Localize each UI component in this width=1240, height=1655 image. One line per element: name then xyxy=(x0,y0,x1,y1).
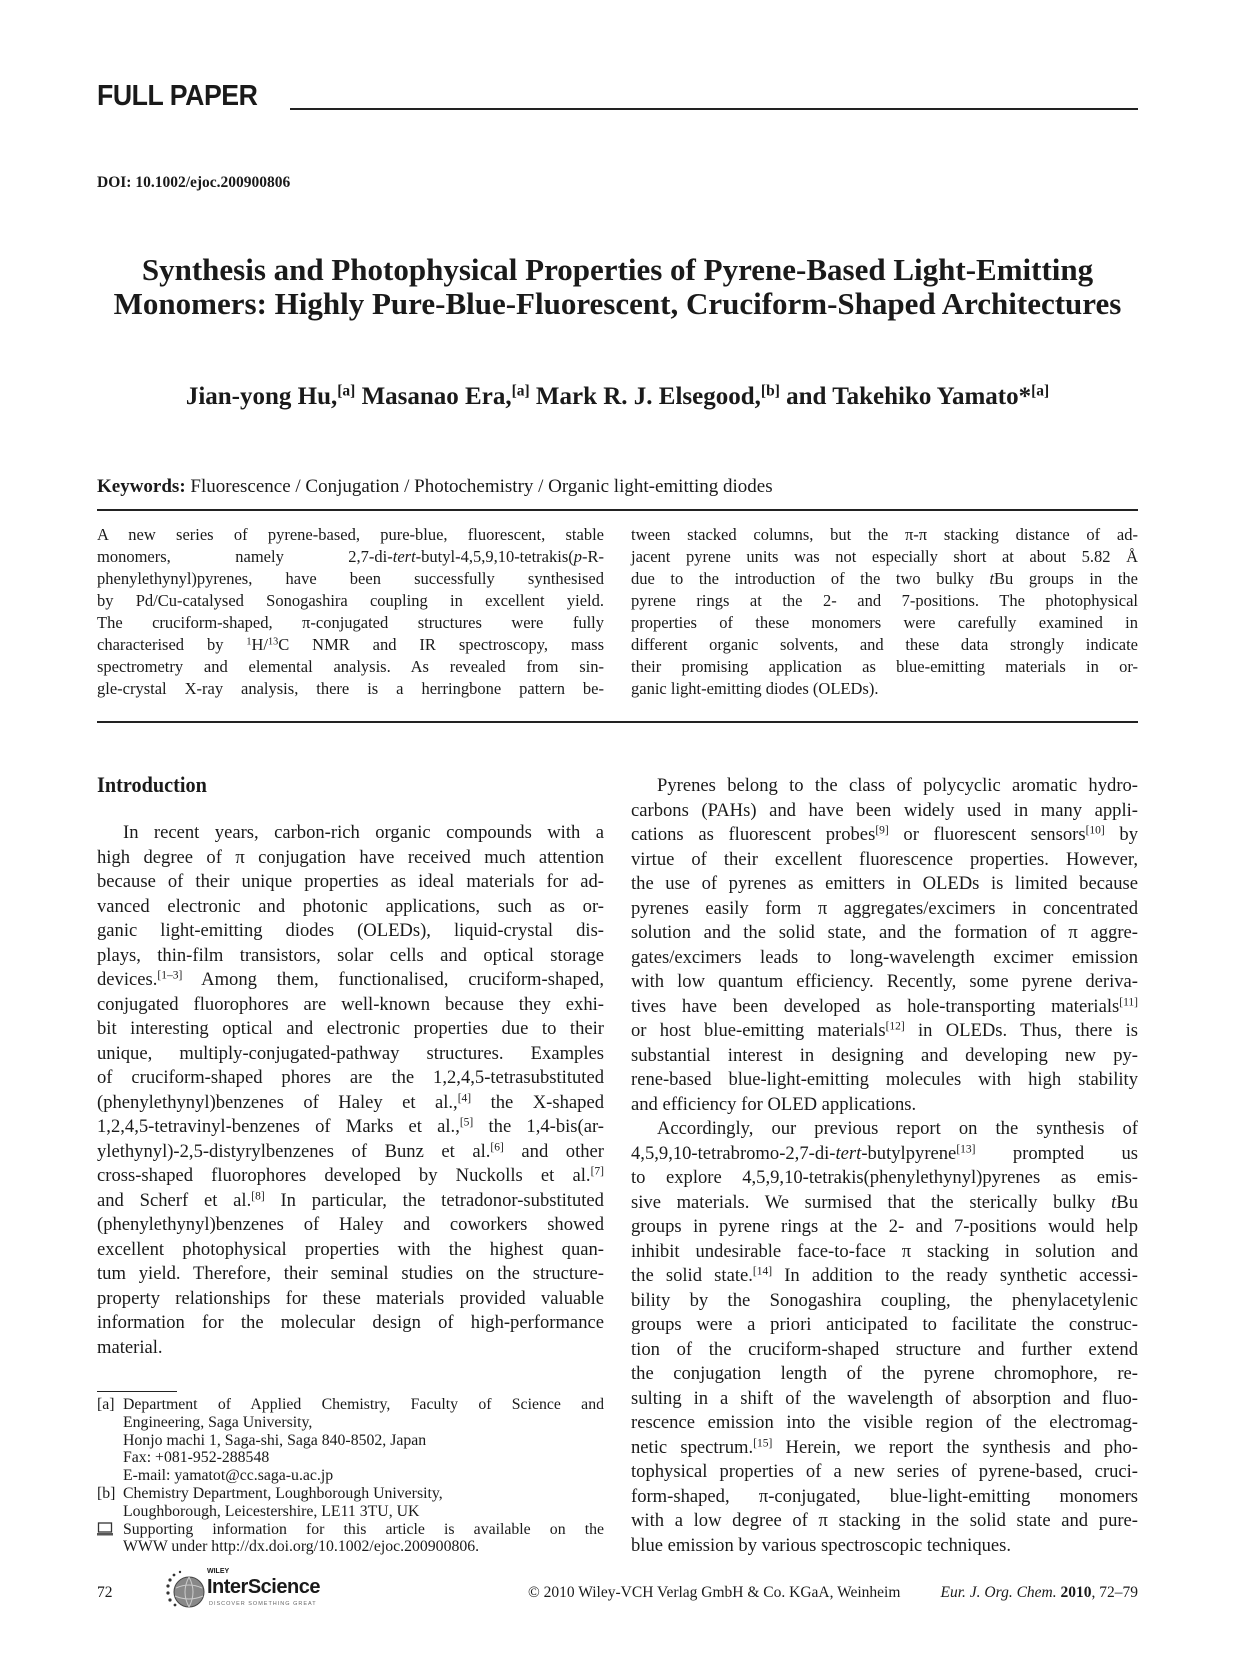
text-line: (phenylethynyl)benzenes of Haley and coworkers showed xyxy=(97,1214,604,1235)
text-line: or host blue-emitting materials[12] in OLEDs. Thus, there is xyxy=(631,1020,1138,1041)
text-line: tween stacked columns, but the π-π stacking distance of ad- xyxy=(631,525,1138,544)
superscript: [10] xyxy=(1085,824,1105,837)
supporting-info-link[interactable]: WWW under http://dx.doi.org/10.1002/ejoc.200900806. xyxy=(123,1538,480,1556)
text-line: and Scherf et al.[8] In particular, the tetradonor-substituted xyxy=(97,1189,604,1211)
email-link[interactable]: E-mail: yamatot@cc.saga-u.ac.jp xyxy=(123,1467,334,1485)
footnote-label: [b] xyxy=(97,1484,116,1502)
abstract-left xyxy=(97,524,604,700)
text-line: unique, multiply-conjugated-pathway structures. Examples xyxy=(97,1042,604,1064)
body-right-column xyxy=(631,774,1138,1558)
footnote-line: Honjo machi 1, Saga-shi, Saga 840-8502, Japan xyxy=(123,1431,427,1449)
text-line: substantial interest in designing and developing new py- xyxy=(631,1044,1138,1066)
text-line: with low quantum efficiency. Recently, some pyrene deriva- xyxy=(631,971,1138,992)
globe-icon xyxy=(163,1568,205,1614)
italic-text: t xyxy=(1111,1191,1117,1213)
superscript: [14] xyxy=(752,1265,773,1278)
text-line: 4,5,9,10-tetrabromo-2,7-di-tert-butylpyrene[13] prompted us xyxy=(631,1142,1138,1164)
footnote-rule xyxy=(97,1391,177,1392)
superscript: [13] xyxy=(956,1143,976,1156)
text-line: the conjugation length of the pyrene chromophore, re- xyxy=(631,1363,1138,1384)
text-line: blue emission by various spectroscopic techniques. xyxy=(631,1534,1012,1556)
text-line: monomers, namely 2,7-di-tert-butyl-4,5,9,10-tetrakis(p-R- xyxy=(97,547,604,566)
superscript: [12] xyxy=(885,1020,905,1033)
text-line: netic spectrum.[15] Herein, we report the synthesis and pho- xyxy=(631,1436,1138,1458)
superscript: [8] xyxy=(251,1190,265,1203)
text-line: the solid state.[14] In addition to the ready synthetic accessi- xyxy=(631,1265,1138,1286)
footnote-label: [a] xyxy=(97,1396,115,1413)
text-line: solution and the solid state, and the formation of π aggre- xyxy=(631,922,1138,943)
italic-text: tert xyxy=(392,547,416,566)
text-line: The cruciform-shaped, π-conjugated structures were fully xyxy=(97,613,604,632)
body-left-column xyxy=(97,821,604,1360)
superscript: [a] xyxy=(337,382,356,400)
text-line: plays, thin-film transistors, solar cells and optical storage xyxy=(97,944,604,966)
superscript: [a] xyxy=(1031,382,1050,400)
text-line: phenylethynyl)pyrenes, have been successfully synthesised xyxy=(97,569,604,588)
text-line: carbons (PAHs) and have been widely used in many appli- xyxy=(631,799,1138,821)
text-line: of cruciform-shaped phores are the 1,2,4,5-tetrasubstituted xyxy=(97,1067,604,1088)
text-line: the use of pyrenes as emitters in OLEDs is limited because xyxy=(631,873,1138,894)
superscript: [5] xyxy=(459,1116,474,1129)
text-line: spectrometry and elemental analysis. As revealed from sin- xyxy=(97,657,604,676)
superscript: 1 xyxy=(246,636,252,648)
section-label: FULL PAPER xyxy=(97,80,258,112)
text-line: Pyrenes belong to the class of polycyclic aromatic hydro- xyxy=(657,775,1138,796)
section-heading-introduction: Introduction xyxy=(97,772,207,797)
text-line: bility by the Sonogashira coupling, the phenylacetylenic xyxy=(631,1289,1138,1311)
header-rule xyxy=(290,108,1138,110)
superscript: [11] xyxy=(1119,996,1138,1009)
journal-year: 2010 xyxy=(1060,1584,1092,1601)
text-line: 1,2,4,5-tetravinyl-benzenes of Marks et al.,[5] the 1,4-bis(ar- xyxy=(97,1116,604,1137)
text-line: groups were a priori anticipated to facilitate the construc- xyxy=(631,1314,1138,1335)
abstract-bottom-rule xyxy=(97,721,1138,723)
text-line: In recent years, carbon-rich organic compounds with a xyxy=(123,822,604,843)
abstract-right xyxy=(631,524,1138,700)
text-line: (phenylethynyl)benzenes of Haley et al.,[4] the X-shaped xyxy=(97,1091,604,1113)
footnote-line: Supporting information for this article is available on the xyxy=(123,1520,604,1538)
footnote-line: Fax: +081-952-288548 xyxy=(123,1449,270,1467)
text-line: sive materials. We surmised that the sterically bulky tBu xyxy=(631,1191,1138,1213)
text-line: information for the molecular design of high-performance xyxy=(97,1312,604,1333)
text-line: Accordingly, our previous report on the synthesis of xyxy=(657,1118,1138,1139)
text-line: gle-crystal X-ray analysis, there is a herringbone pattern be- xyxy=(97,679,604,698)
authors: Jian-yong Hu,[a] Masanao Era,[a] Mark R. J. Elsegood,[b] and Takehiko Yamato*[a] xyxy=(185,382,1050,410)
superscript: 13 xyxy=(268,636,279,648)
journal-citation xyxy=(941,1584,1138,1602)
superscript: [b] xyxy=(760,382,780,400)
text-line: jacent pyrene units was not especially short at about 5.82 Å xyxy=(631,547,1138,566)
text-line: form-shaped, π-conjugated, blue-light-emitting monomers xyxy=(631,1485,1138,1507)
footnote-a xyxy=(97,1396,604,1485)
text-line: tives have been developed as hole-transporting materials[11] xyxy=(631,995,1138,1017)
text-line: property relationships for these materials provided valuable xyxy=(97,1287,604,1309)
superscript: [6] xyxy=(490,1141,504,1154)
paper-title xyxy=(97,253,1138,321)
logo-name: InterScience xyxy=(207,1576,320,1598)
logo-tagline: DISCOVER SOMETHING GREAT xyxy=(209,1601,317,1607)
text-line: virtue of their excellent fluorescence properties. However, xyxy=(631,848,1138,870)
text-line: tum yield. Therefore, their seminal studies on the structure- xyxy=(97,1263,604,1284)
text-line: conjugated fluorophores are well-known because they exhi- xyxy=(97,993,604,1015)
keywords-label: Keywords: xyxy=(97,476,186,497)
footnote-line: Loughborough, Leicestershire, LE11 3TU, UK xyxy=(123,1502,420,1520)
superscript: [a] xyxy=(511,382,530,400)
text-line: vanced electronic and photonic applications, such as or- xyxy=(97,895,604,917)
text-line: properties of these monomers were carefully examined in xyxy=(631,613,1138,632)
text-line: cations as fluorescent probes[9] or fluorescent sensors[10] by xyxy=(631,824,1139,845)
text-line: A new series of pyrene-based, pure-blue, fluorescent, stable xyxy=(97,525,604,544)
footnote-b xyxy=(97,1485,604,1521)
text-line: tophysical properties of a new series of pyrene-based, cruci- xyxy=(631,1461,1138,1482)
journal-name: Eur. J. Org. Chem. xyxy=(940,1584,1057,1601)
italic-text: t xyxy=(989,569,995,588)
text-line: cross-shaped fluorophores developed by Nuckolls et al.[7] xyxy=(97,1165,604,1186)
text-line: ganic light-emitting diodes (OLEDs), liquid-crystal dis- xyxy=(97,920,604,941)
text-line: inhibit undesirable face-to-face π stacking in solution and xyxy=(631,1240,1138,1262)
footnote-line: Department of Applied Chemistry, Faculty of Science and xyxy=(123,1396,604,1413)
keywords-text: Fluorescence / Conjugation / Photochemistry / Organic light-emitting diodes xyxy=(190,476,773,497)
text-line: bit interesting optical and electronic properties due to their xyxy=(97,1018,604,1039)
keywords xyxy=(97,476,773,498)
text-line: rescence emission into the visible region of the electromag- xyxy=(631,1412,1138,1433)
copyright: © 2010 Wiley-VCH Verlag GmbH & Co. KGaA, Weinheim xyxy=(528,1584,901,1601)
footnote-supporting-info xyxy=(97,1521,604,1557)
footnote-line: Chemistry Department, Loughborough University, xyxy=(123,1484,443,1502)
text-line: their promising application as blue-emitting materials in or- xyxy=(631,657,1138,676)
journal-pages: , 72–79 xyxy=(1091,1584,1138,1601)
text-line: tion of the cruciform-shaped structure and further extend xyxy=(631,1338,1138,1360)
text-line: characterised by $^1$H/$^{13}$C NMR and IR spectroscopy, mass xyxy=(97,635,604,654)
text-line: sulting in a shift of the wavelength of absorption and fluo- xyxy=(631,1387,1138,1409)
text-line: pyrenes easily form π aggregates/excimers in concentrated xyxy=(631,897,1138,919)
text-line: and efficiency for OLED applications. xyxy=(631,1093,917,1115)
text-line: because of their unique properties as ideal materials for ad- xyxy=(97,871,604,892)
doi: DOI: 10.1002/ejoc.200900806 xyxy=(97,174,291,191)
text-line: gates/excimers leads to long-wavelength excimer emission xyxy=(631,946,1138,968)
italic-text: p xyxy=(573,547,582,566)
text-line: rene-based blue-light-emitting molecules with high stability xyxy=(631,1069,1138,1090)
title-line: Synthesis and Photophysical Properties of Pyrene-Based Light-Emitting xyxy=(141,252,1094,287)
interscience-logo xyxy=(163,1568,353,1614)
footnote-line: Engineering, Saga University, xyxy=(123,1413,313,1431)
text-line: due to the introduction of the two bulky tBu groups in the xyxy=(631,569,1138,588)
text-line: material. xyxy=(97,1336,163,1358)
superscript: [1–3] xyxy=(157,969,183,982)
text-line: different organic solvents, and these data strongly indicate xyxy=(631,635,1138,654)
text-line: ylethynyl)-2,5-distyrylbenzenes of Bunz et al.[6] and other xyxy=(97,1140,604,1162)
text-line: groups in pyrene rings at the 2- and 7-positions would help xyxy=(631,1216,1138,1237)
superscript: [9] xyxy=(875,824,889,837)
text-line: to explore 4,5,9,10-tetrakis(phenylethynyl)pyrenes as emis- xyxy=(631,1167,1138,1188)
text-line: high degree of π conjugation have received much attention xyxy=(97,846,604,868)
computer-icon xyxy=(97,1521,123,1557)
superscript: [15] xyxy=(753,1437,773,1450)
text-line: devices.[1–3] Among them, functionalised, cruciform-shaped, xyxy=(97,969,604,990)
abstract-top-rule xyxy=(97,509,1138,511)
title-line: Monomers: Highly Pure-Blue-Fluorescent, Cruciform-Shaped Architectures xyxy=(113,286,1122,321)
logo-publisher: WILEY xyxy=(207,1568,230,1575)
text-line: excellent photophysical properties with the highest quan- xyxy=(97,1238,604,1260)
text-line: ganic light-emitting diodes (OLEDs). xyxy=(631,679,879,698)
italic-text: tert xyxy=(835,1142,862,1164)
text-line: pyrene rings at the 2- and 7-positions. The photophysical xyxy=(631,591,1138,610)
page-number: 72 xyxy=(97,1584,113,1601)
text-line: with a low degree of π stacking in the solid state and pure- xyxy=(631,1510,1138,1531)
superscript: [4] xyxy=(457,1092,472,1105)
footnotes xyxy=(97,1396,604,1556)
text-line: by Pd/Cu-catalysed Sonogashira coupling in excellent yield. xyxy=(97,591,604,610)
superscript: [7] xyxy=(590,1165,604,1178)
